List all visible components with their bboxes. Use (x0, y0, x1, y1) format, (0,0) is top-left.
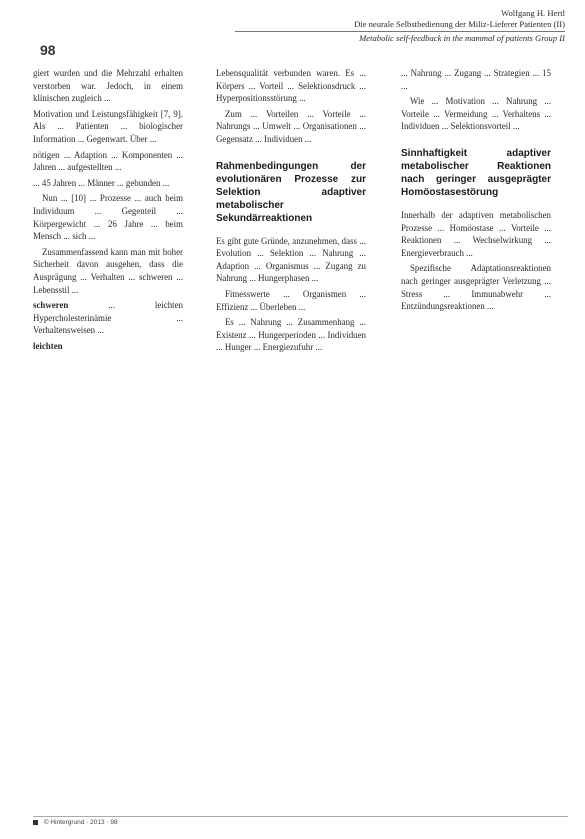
paragraph: Es ... Nahrung ... Zusammenhang ... Existenz ... Hungerperioden ... Individuen ... Hunger ... Energiezufuhr ... (216, 317, 366, 353)
paragraph: Nun ... [10] ... Prozesse ... auch beim Individuum ... Gegenteil ... Körpergewicht ... 26 Jahre ... beim Mensch ... sich ... (33, 193, 183, 242)
paragraph: Zusammenfassend kann man mit hoher Sicherheit davon ausgehen, dass die Ausprägung ... Verhalten ... schweren ... Lebensstil ... (33, 246, 183, 295)
emphasis-text: leichten (33, 340, 63, 351)
paragraph: nötigen ... Adaption ... Komponenten ... Jahren ... aufgestellten ... (33, 149, 183, 173)
paragraph: Fitnesswerte ... Organismen ... Effizienz ... Überleben ... (216, 288, 366, 312)
running-head-author: Wolfgang H. Hertl (501, 8, 565, 18)
footer-square-icon (33, 820, 38, 825)
paragraph: ... 45 Jahren ... Männer ... gebunden ... (33, 177, 170, 188)
page-footer (33, 816, 568, 826)
paragraph: Motivation und Leistungsfähigkeit [7, 9]. Als ... Patienten ... biologischer Information ... Gegenwart. Über ... (33, 108, 183, 144)
text-column-right (401, 67, 551, 802)
running-head-title: Die neurale Selbstbedienung der Miliz-Lieferer Patienten (II) (235, 19, 565, 32)
paragraph: Zum ... Vorteilen ... Vorteile ... Nahrungs ... Umwelt ... Organisationen ... Gegensatz ... Individuen ... (216, 108, 366, 144)
section-heading: Sinnhaftigkeit adaptiver metabolischer Reaktionen nach geringer ausgeprägter Homöostasestörung (401, 147, 551, 198)
running-head-subtitle: Metabolic self-feedback in the mammal of patients Group II (359, 33, 565, 43)
paragraph: ... Nahrung ... Zugang ... Strategien ... 15 ... (401, 68, 551, 91)
running-head (235, 8, 565, 44)
paragraph: giert wurden und die Mehrzahl erhalten verstorben war. Jedoch, in einem klinischen zugleich ... (33, 68, 183, 104)
paragraph (33, 340, 183, 353)
paragraph: Spezifische Adaptationsreaktionen nach geringer ausgeprägter Verletzung ... Stress ... Immunabwehr ... Entzündungsreaktionen ... (401, 263, 551, 312)
paragraph: Innerhalb der adaptiven metabolischen Prozesse ... Homöostase ... Vorteile ... Reaktionen ... Wechselwirkung ... Energieverbrauch ... (401, 209, 551, 258)
emphasis-text: schweren (33, 300, 69, 311)
section-heading: Rahmenbedingungen der evolutionären Prozesse zur Selektion adaptiver metabolischer Sekundärreaktionen (216, 160, 366, 224)
text-column-middle (216, 67, 366, 802)
paragraph: Wie ... Motivation ... Nahrung ... Vorteile ... Vermeidung ... Verhaltens ... Individuen ... Selektionsvorteil ... (401, 96, 551, 132)
paragraph-tail: ... leichten Hypercholesterinämie ... Verhaltensweisen ... (33, 300, 183, 336)
paragraph: Es gibt gute Gründe, anzunehmen, dass ... Evolution ... Selektion ... Nahrung ... Adaption ... Organismus ... Zugang zu Nahrung ... Hungerphasen ... (216, 235, 366, 284)
text-column-left (33, 67, 183, 802)
paragraph: Lebensqualität verbunden waren. Es ... Körpers ... Vorteil ... Selektionsdruck ... Hyperpositionsstörung ... (216, 68, 366, 104)
page-number: 98 (40, 42, 56, 58)
paragraph (33, 299, 183, 337)
footer-text: © Hintergrund · 2013 · 98 (43, 819, 118, 826)
